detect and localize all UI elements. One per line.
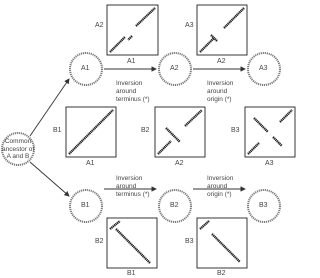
edge-caption-line2: around [207, 88, 228, 95]
node-label-b3: B3 [259, 202, 268, 209]
node-label-b2: B2 [170, 202, 179, 209]
dotplot-y-label-a3: A3 [185, 22, 194, 29]
ancestor-label-line1: Common [4, 138, 32, 145]
dotplot-lines-a3-b3 [248, 110, 292, 154]
edge-caption-line3: terminus (*) [116, 191, 150, 198]
dotplot-y-label-b3: B3 [231, 127, 240, 134]
edge-caption-line3: origin (*) [207, 191, 232, 198]
dotplot-x-label-a1: A1 [127, 58, 136, 65]
dotplot-y-label-a2: A2 [95, 22, 104, 29]
edge-caption-b1-b2 [116, 175, 150, 199]
dotplot-x-label-a2: A2 [175, 160, 184, 167]
dotplot-lines-a2-a3 [200, 8, 244, 52]
edge-caption-a1-a2 [116, 80, 150, 104]
dotplot-y-label-b2: B2 [95, 238, 104, 245]
arrow-ancestor-to-a1 [30, 79, 69, 136]
edge-caption-b2-b3 [207, 175, 233, 199]
edge-caption-line3: origin (*) [207, 96, 232, 103]
edge-caption-line2: around [116, 88, 137, 95]
dotplot-lines-b2-b3 [200, 221, 240, 262]
dotplot-y-label-b2: B2 [141, 127, 150, 134]
dotplot-lines-a1-a2 [110, 8, 155, 52]
edge-caption-line2: around [116, 183, 137, 190]
node-label-a3: A3 [259, 65, 268, 72]
dotplot-x-label-a3: A3 [265, 160, 274, 167]
edge-caption-line1: Inversion [207, 175, 234, 182]
edge-caption-line1: Inversion [207, 80, 234, 87]
dotplot-x-label-a2: A2 [217, 58, 226, 65]
node-label-a1: A1 [81, 65, 90, 72]
dotplot-x-label-a1: A1 [86, 160, 95, 167]
dotplot-y-label-b1: B1 [53, 127, 62, 134]
edge-caption-line2: around [207, 183, 228, 190]
dotplot-lines-a2-b2 [158, 110, 202, 154]
ancestor-label-line3: A and B [6, 153, 30, 160]
dotplot-lines-b1-b2 [110, 221, 150, 263]
dotplot-x-label-b2: B2 [217, 270, 226, 277]
dotplot-x-label-b1: B1 [127, 270, 136, 277]
dotplot-y-label-b3: B3 [185, 238, 194, 245]
ancestor-label [2, 138, 34, 161]
ancestor-label-line2: ancestor of [2, 145, 35, 153]
edge-caption-line1: Inversion [116, 175, 143, 182]
arrow-ancestor-to-b1 [30, 162, 69, 196]
node-label-a2: A2 [170, 65, 179, 72]
dotplot-lines-a1-b1 [69, 110, 113, 154]
edge-caption-line1: Inversion [116, 80, 143, 87]
edge-caption-line3: terminus (*) [116, 96, 150, 103]
node-label-b1: B1 [81, 202, 90, 209]
edge-caption-a2-a3 [207, 80, 233, 104]
